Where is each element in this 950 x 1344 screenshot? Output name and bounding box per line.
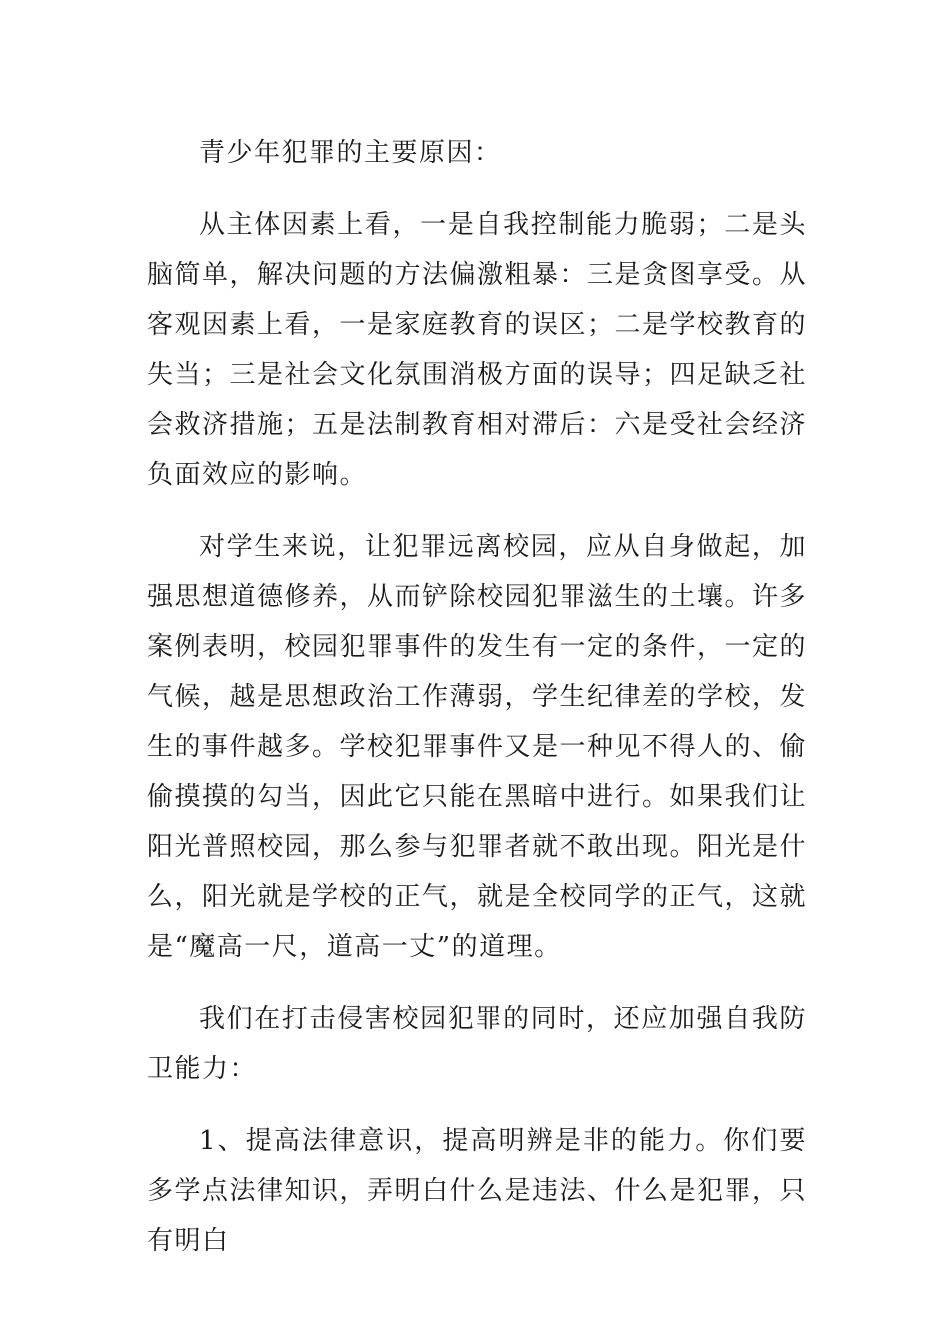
paragraph-factors: 从主体因素上看，一是自我控制能力脆弱；二是头脑简单，解决问题的方法偏激粗暴：三是贪图享受。从客观因素上看，一是家庭教育的误区；二是学校教育的失当；三是社会文化氛围消极方面的误导；四足缺乏社会救济措施；五是法制教育相对滞后：六是受社会经济负面效应的影响。: [147, 210, 808, 490]
paragraph-item-1: 1、提高法律意识，提高明辨是非的能力。你们要多学点法律知识，弄明白什么是违法、什么是犯罪，只有明白: [147, 1126, 808, 1256]
document-body: [147, 128, 807, 1288]
paragraph-self-defense: 我们在打击侵害校园犯罪的同时，还应加强自我防卫能力：: [147, 1004, 807, 1084]
paragraph-students: 对学生来说，让犯罪远离校园，应从自身做起，加强思想道德修养，从而铲除校园犯罪滋生的土壤。许多案例表明，校园犯罪事件的发生有一定的条件，一定的气候，越是思想政治工作薄弱，学生纪律差的学校，发生的事件越多。学校犯罪事件又是一种见不得人的、偷偷摸摸的勾当，因此它只能在黑暗中进行。如果我们让阳光普照校园，那么参与犯罪者就不敢出现。阳光是什么，阳光就是学校的正气，就是全校同学的正气，这就是“魔高一尺，道高一丈”的道理。: [147, 532, 808, 962]
paragraph-heading-causes: 青少年犯罪的主要原因：: [199, 138, 502, 168]
